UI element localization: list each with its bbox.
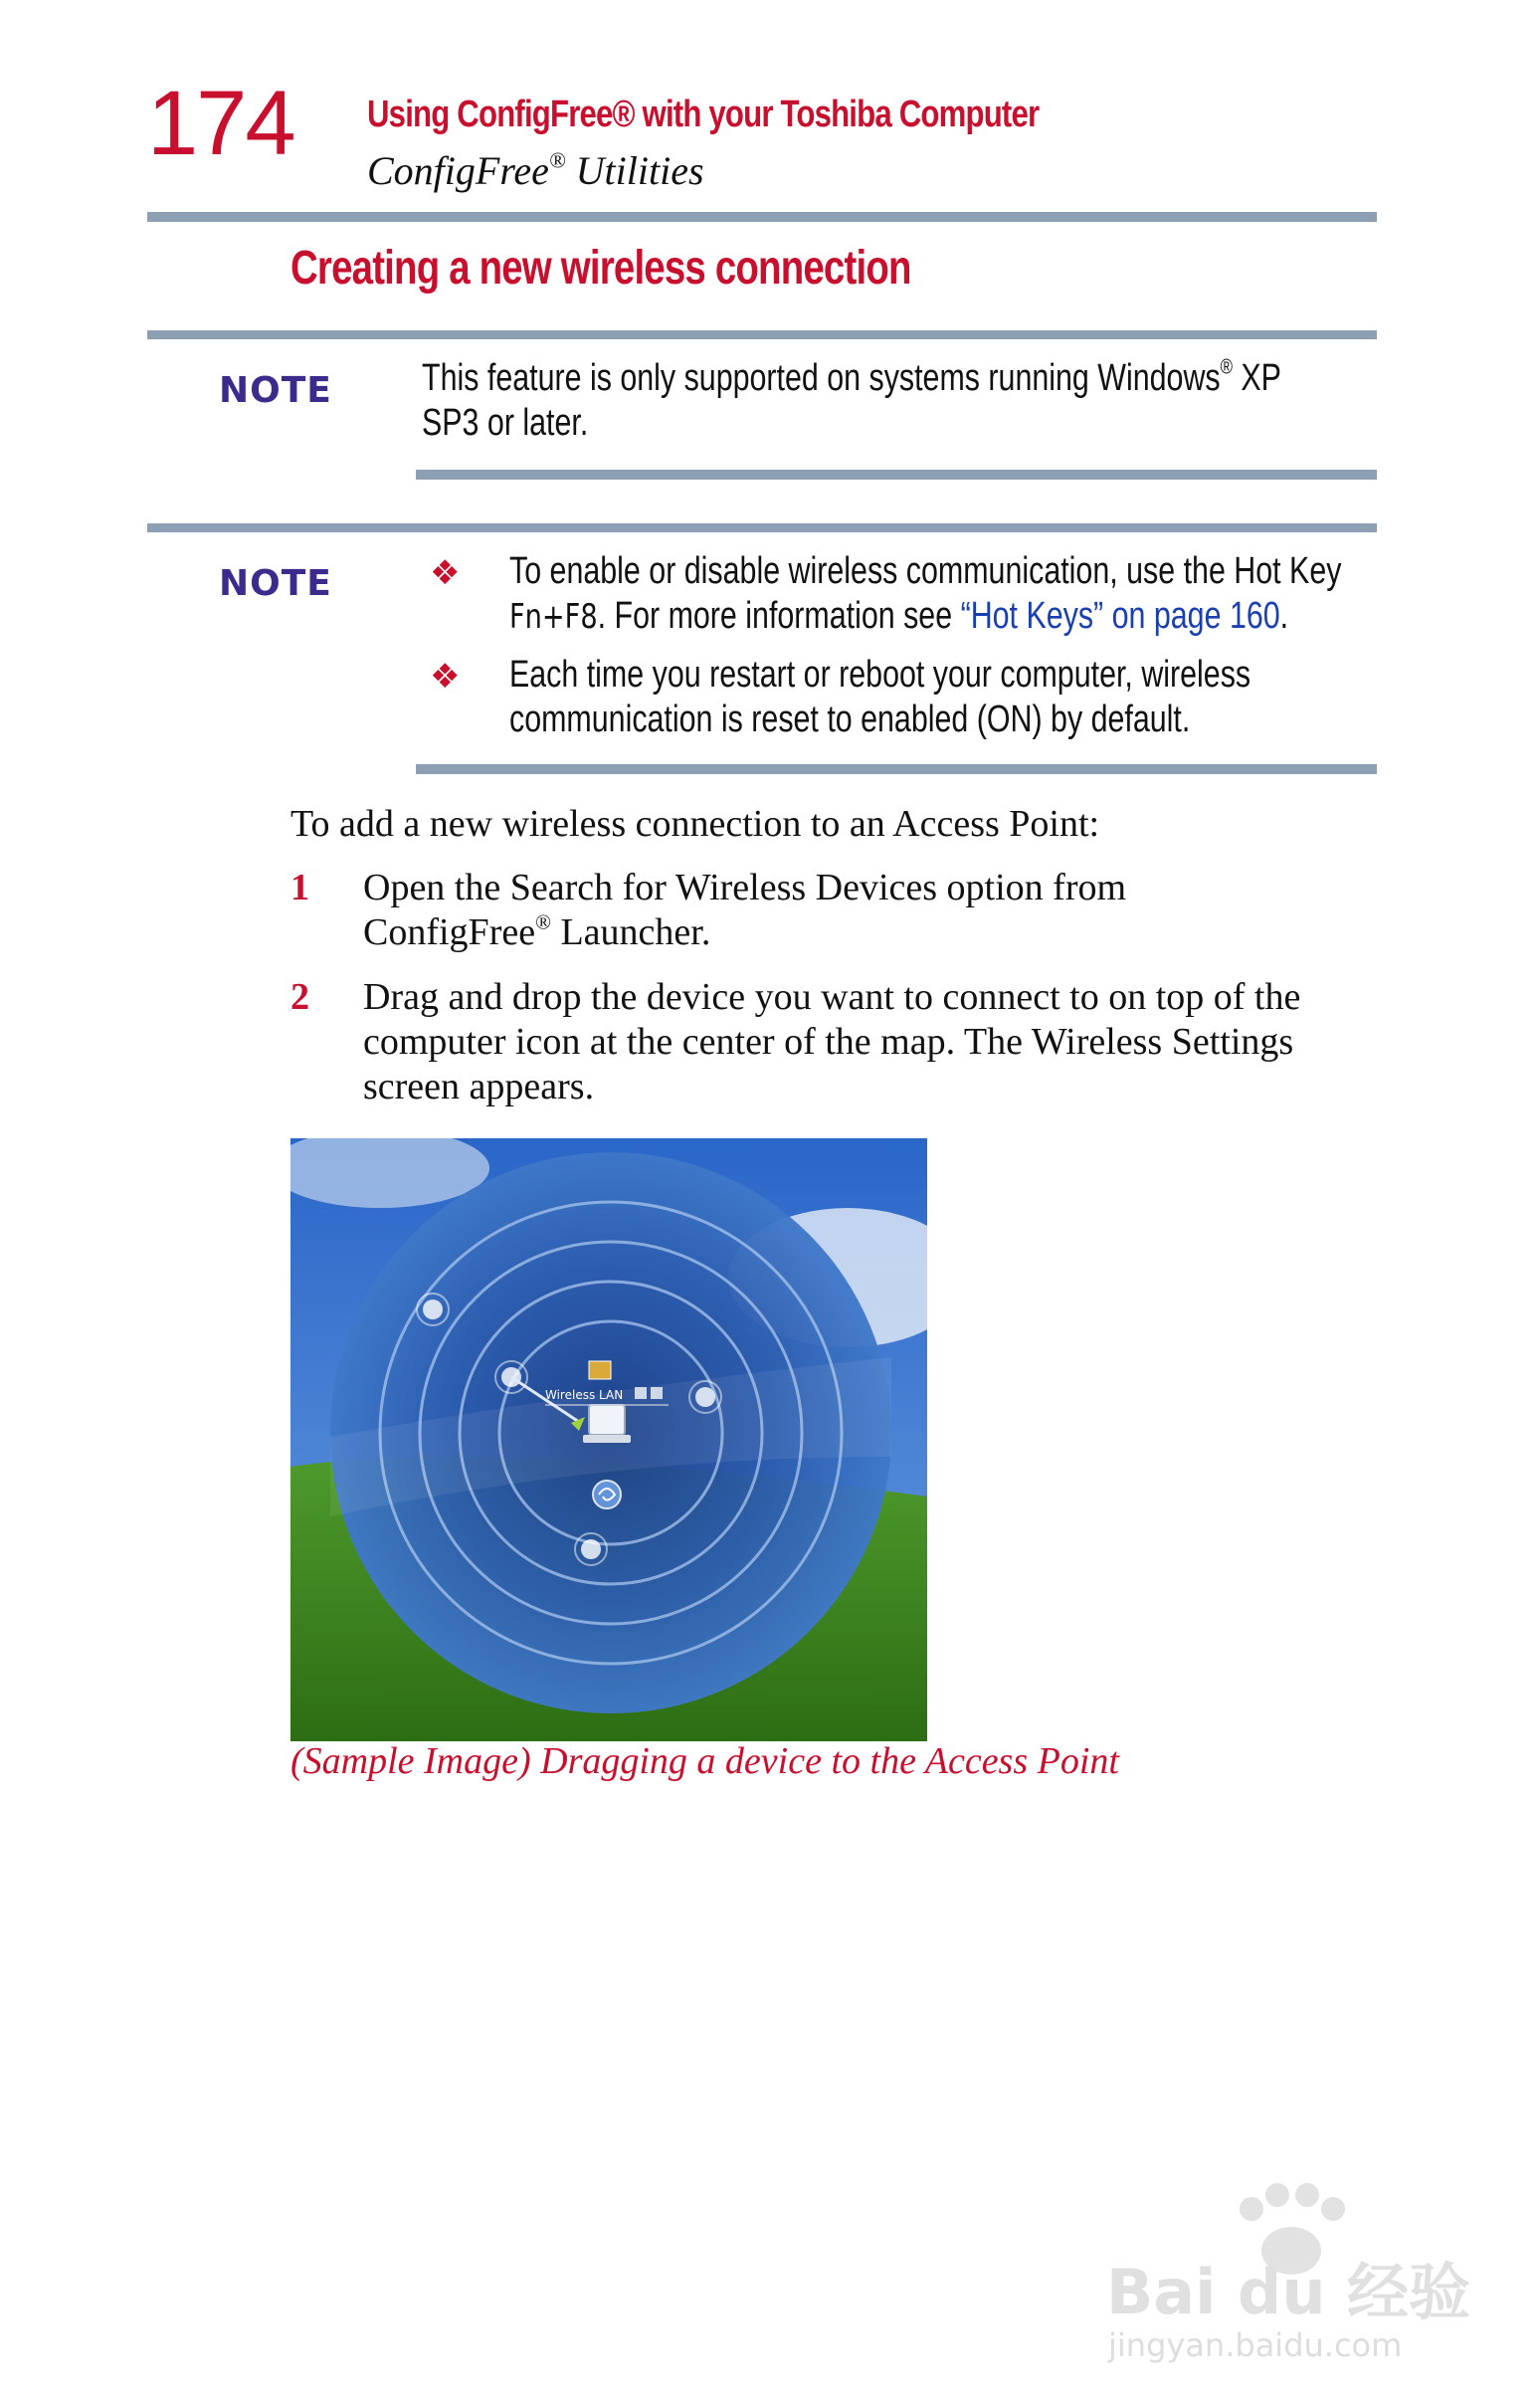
step-1-line2-end: Launcher. bbox=[550, 911, 711, 953]
step-2-line1: Drag and drop the device you want to connect to on top of the bbox=[363, 976, 1301, 1018]
hot-keys-link[interactable]: “Hot Keys” on page 160 bbox=[960, 595, 1280, 637]
note1-line1-text: This feature is only supported on systems running Windows bbox=[422, 357, 1221, 399]
note2-bottom-rule bbox=[416, 764, 1377, 774]
note1-top-rule bbox=[147, 330, 1377, 339]
note1-label: NOTE bbox=[219, 370, 332, 411]
swirl-icon bbox=[593, 1481, 621, 1508]
note2-item1-end: . bbox=[1279, 595, 1289, 637]
step-1-line2-text: ConfigFree bbox=[363, 911, 536, 953]
intro-text: To add a new wireless connection to an Access Point: bbox=[290, 803, 1100, 845]
note2-item2-line2: communication is reset to enabled (ON) by default. bbox=[509, 699, 1191, 740]
page-number: 174 bbox=[147, 73, 294, 174]
section-heading: Creating a new wireless connection bbox=[290, 242, 911, 295]
note1-line2: SP3 or later. bbox=[422, 402, 589, 444]
figure-caption: (Sample Image) Dragging a device to the Access Point bbox=[290, 1740, 1119, 1782]
section-subtitle-suffix: Utilities bbox=[565, 148, 704, 193]
baidu-watermark bbox=[1102, 2181, 1480, 2380]
note1-line1-end: XP bbox=[1232, 357, 1281, 399]
laptop-icon bbox=[589, 1405, 625, 1435]
section-subtitle bbox=[367, 147, 704, 194]
status-icon bbox=[651, 1387, 663, 1399]
registered-mark: ® bbox=[535, 909, 551, 934]
configfree-map-screenshot bbox=[290, 1138, 927, 1741]
note1-text bbox=[422, 356, 1373, 446]
note1-bottom-rule bbox=[416, 470, 1377, 480]
header-rule bbox=[147, 212, 1377, 222]
step-2-line2: computer icon at the center of the map. The Wireless Settings bbox=[363, 1021, 1294, 1063]
note2-label: NOTE bbox=[219, 563, 332, 604]
configfree-map-graphic bbox=[290, 1138, 927, 1741]
note2-item1 bbox=[509, 549, 1401, 640]
note2-top-rule bbox=[147, 523, 1377, 532]
step-number: 2 bbox=[290, 976, 309, 1018]
wireless-lan-label: Wireless LAN bbox=[545, 1388, 624, 1402]
chapter-title: Using ConfigFree® with your Toshiba Computer bbox=[367, 94, 1040, 135]
hotkey: Fn+F8 bbox=[509, 597, 598, 637]
step-1-line1: Open the Search for Wireless Devices option from bbox=[363, 867, 1127, 908]
note2-item1-line1: To enable or disable wireless communication, use the Hot Key bbox=[509, 550, 1342, 592]
step-1-line2 bbox=[363, 910, 1378, 955]
note1-line1 bbox=[422, 356, 1373, 401]
step-number: 1 bbox=[290, 867, 309, 908]
laptop-base bbox=[583, 1435, 631, 1443]
bullet-icon: ❖ bbox=[430, 553, 461, 593]
settings-icon bbox=[635, 1387, 647, 1399]
watermark-url: jingyan.baidu.com bbox=[1108, 2326, 1403, 2364]
watermark-brand: Bai du 经验 bbox=[1106, 2256, 1471, 2328]
bullet-icon: ❖ bbox=[430, 657, 461, 697]
wireless-lan-icon bbox=[589, 1361, 611, 1379]
note2-item1-mid: . For more information see bbox=[597, 595, 961, 637]
registered-mark: ® bbox=[548, 147, 566, 173]
note2-item2-line1: Each time you restart or reboot your computer, wireless bbox=[509, 654, 1251, 696]
step-2-text bbox=[363, 975, 1378, 1109]
step-2-line3: screen appears. bbox=[363, 1066, 595, 1107]
note2-item2 bbox=[509, 653, 1401, 742]
registered-mark: ® bbox=[1220, 355, 1233, 379]
section-subtitle-prefix: ConfigFree bbox=[367, 148, 549, 193]
note2-item1-line2 bbox=[509, 594, 1401, 640]
step-1-text bbox=[363, 866, 1378, 955]
